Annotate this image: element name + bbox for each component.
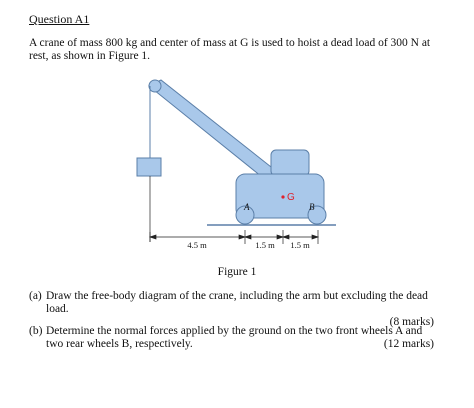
part-a-text: Draw the free-body diagram of the crane, including the arm but excluding the dead load.: [46, 290, 428, 315]
question-heading: Question A1: [29, 12, 90, 26]
crane-cab: [271, 150, 309, 176]
part-b-marks: (12 marks): [383, 338, 434, 350]
part-a: [29, 290, 434, 329]
dead-load: [137, 158, 161, 176]
part-b-tag: (b): [29, 325, 43, 337]
part-a-marks: (8 marks): [389, 316, 434, 328]
part-b-text: Determine the normal forces applied by the ground on the two front wheels A and two rear wheels B, respectively.: [46, 325, 423, 350]
part-b: [29, 325, 434, 351]
center-of-mass-marker: [281, 195, 284, 198]
rear-wheel-label: B: [309, 202, 315, 212]
figure-caption: Figure 1: [217, 266, 257, 278]
crane-boom: [149, 80, 285, 185]
front-wheel-label: A: [244, 202, 250, 212]
dimension-label-rear: 1.5 m: [290, 240, 310, 250]
question-intro: A crane of mass 800 kg and center of mass at G is used to hoist a dead load of 300 N at rest, as shown in Figure 1.: [29, 37, 431, 62]
center-of-mass-label: G: [287, 192, 295, 203]
dimension-label-front: 1.5 m: [255, 240, 275, 250]
pulley: [149, 80, 161, 92]
dimension-label-load: 4.5 m: [187, 240, 207, 250]
part-a-tag: (a): [29, 290, 42, 302]
